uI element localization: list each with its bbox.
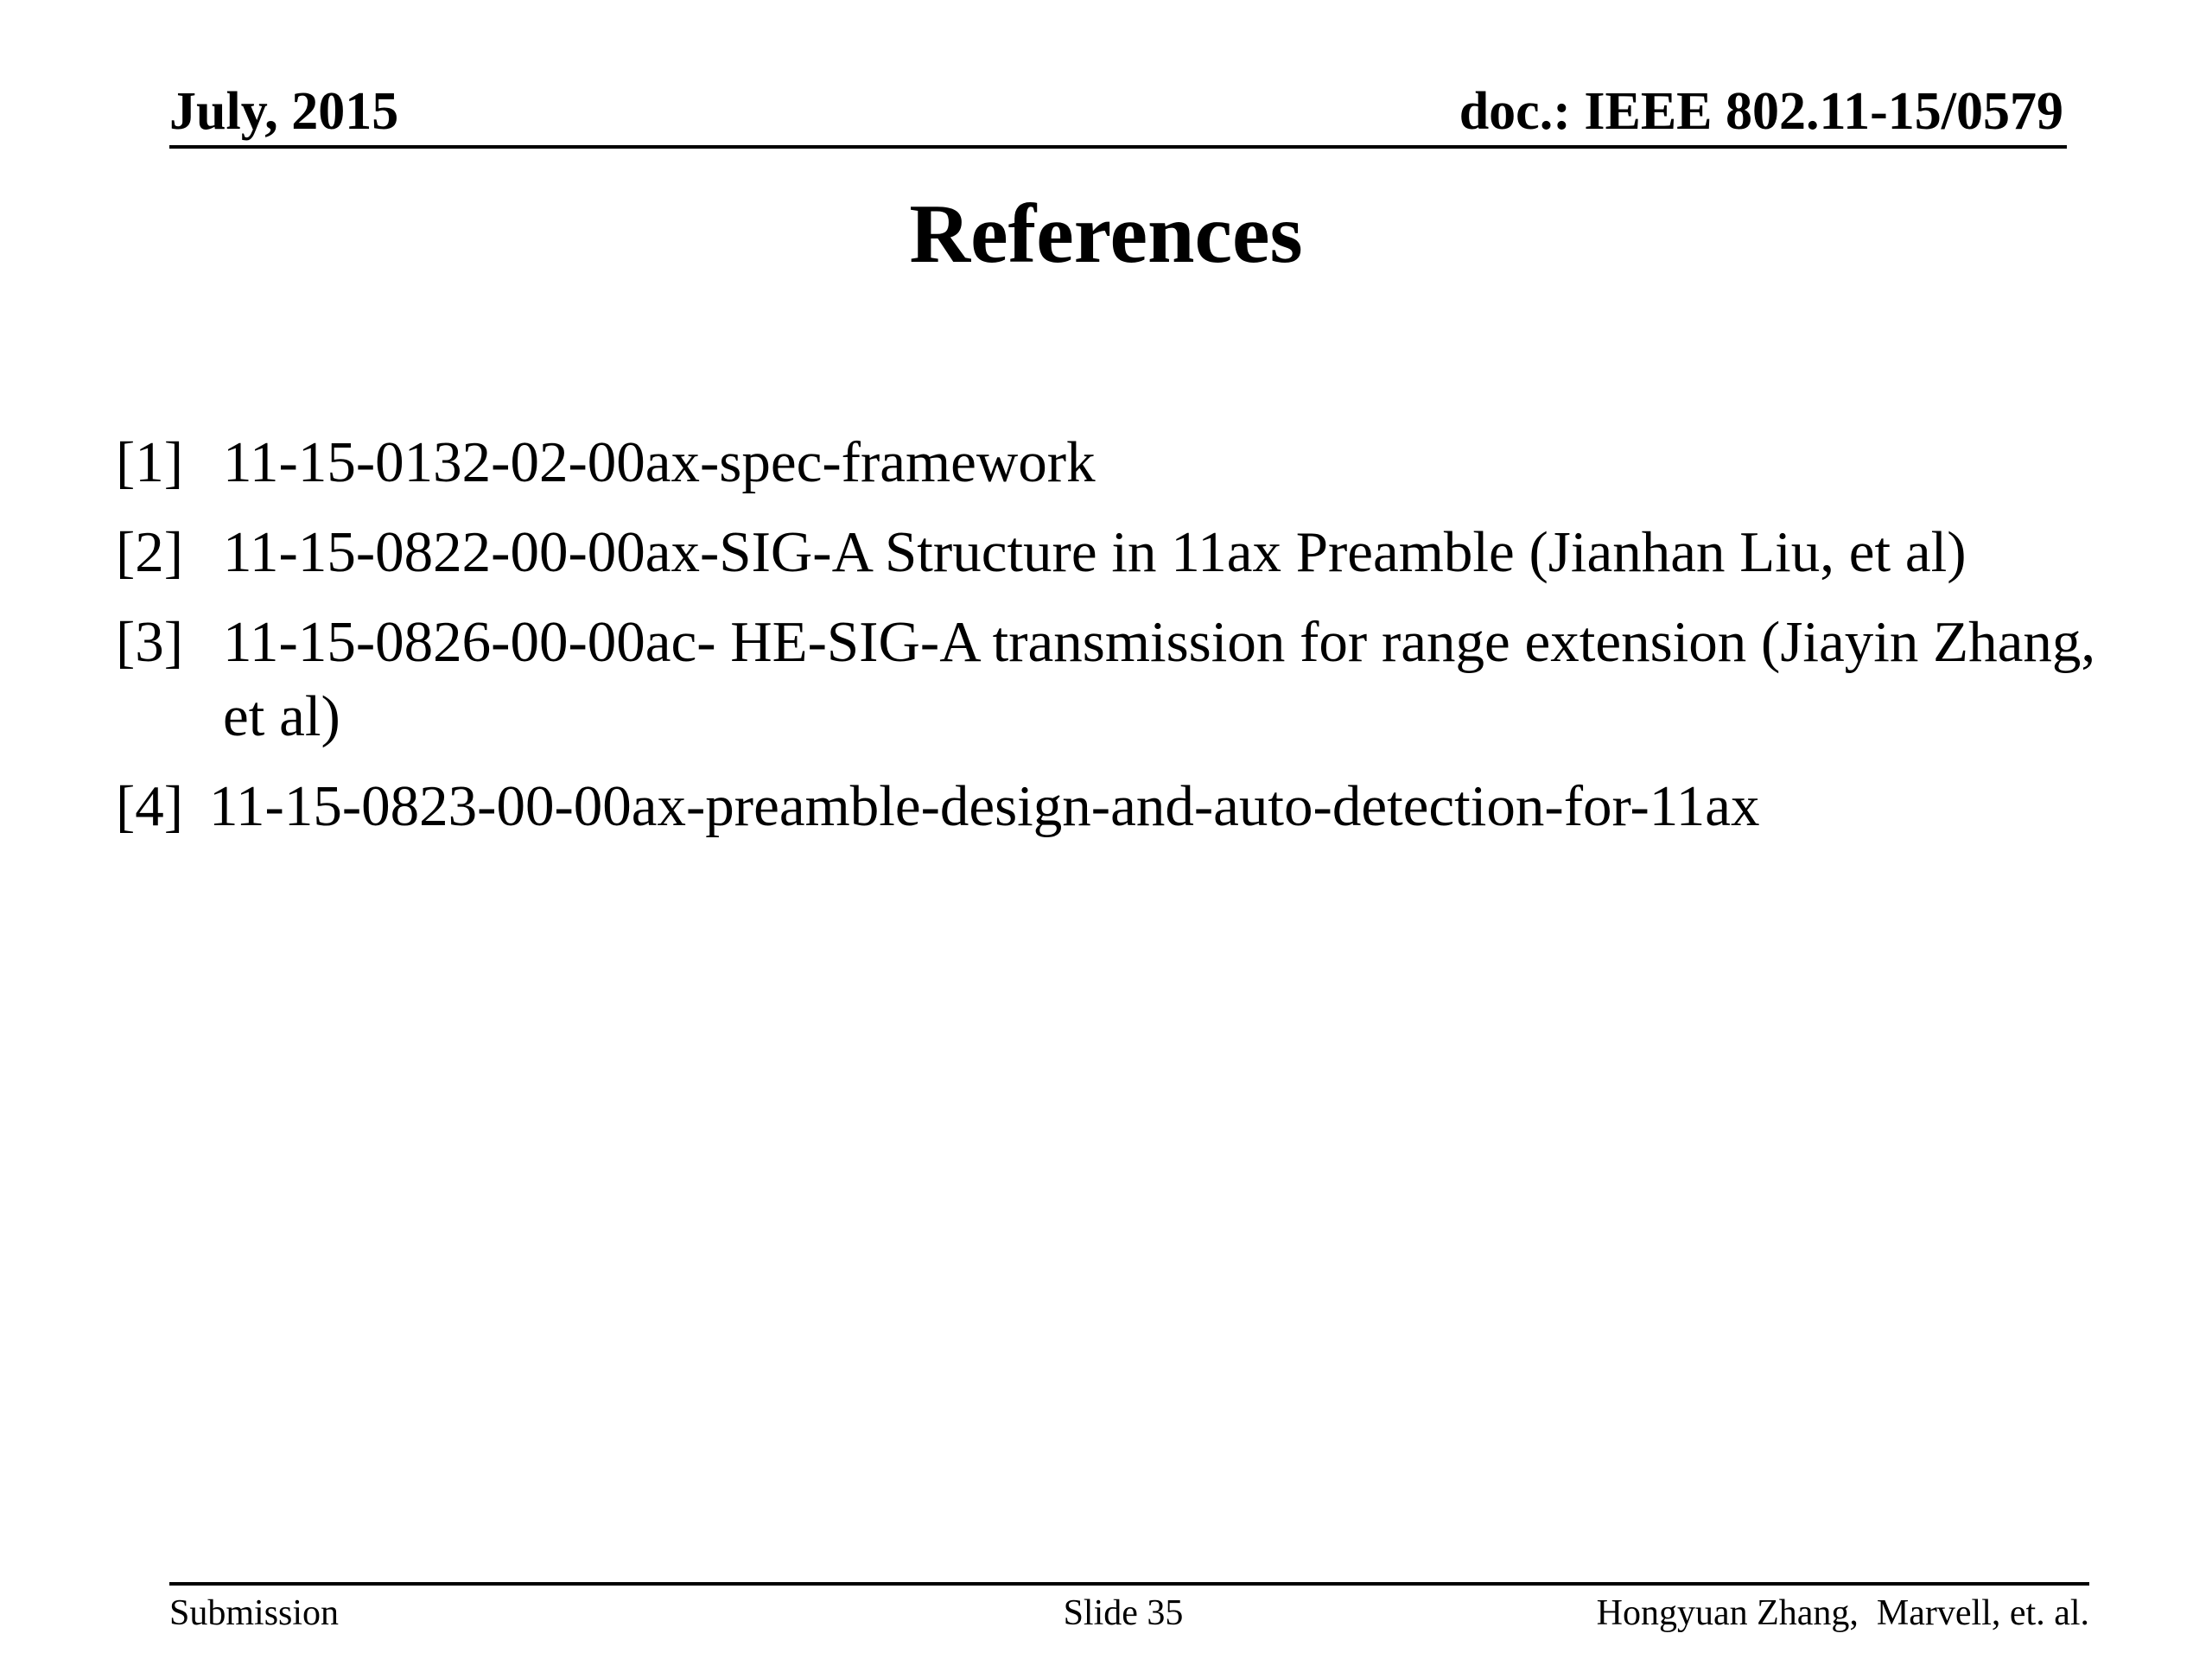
reference-list	[116, 425, 2120, 859]
reference-item	[116, 769, 2120, 843]
reference-item	[116, 515, 2120, 589]
reference-text: 11-15-0823-00-00ax-preamble-design-and-auto-detection-for-11ax	[209, 774, 1760, 838]
footer-author: Hongyuan Zhang, Marvell, et. al.	[1596, 1593, 2089, 1633]
reference-text: 11-15-0132-02-00ax-spec-framework	[223, 430, 1096, 494]
footer-submission: Submission	[169, 1593, 340, 1633]
header-doc-id: doc.: IEEE 802.11-15/0579	[1459, 82, 2063, 141]
page-title: References	[909, 188, 1303, 281]
reference-item	[116, 605, 2120, 753]
reference-number: [2]	[116, 520, 184, 584]
reference-text: 11-15-0826-00-00ac- HE-SIG-A transmission for range extension (Jiayin Zhang, et al)	[223, 610, 2096, 748]
reference-number: [1]	[116, 430, 184, 494]
footer-divider	[169, 1582, 2089, 1586]
footer-slide-number: Slide 35	[1063, 1593, 1184, 1633]
header-date: July, 2015	[169, 82, 399, 141]
reference-number: [4]	[116, 774, 184, 838]
reference-text: 11-15-0822-00-00ax-SIG-A Structure in 11ax Preamble (Jianhan Liu, et al)	[223, 520, 1967, 584]
header-divider	[169, 145, 2067, 149]
reference-item	[116, 425, 2120, 499]
reference-number: [3]	[116, 610, 184, 674]
